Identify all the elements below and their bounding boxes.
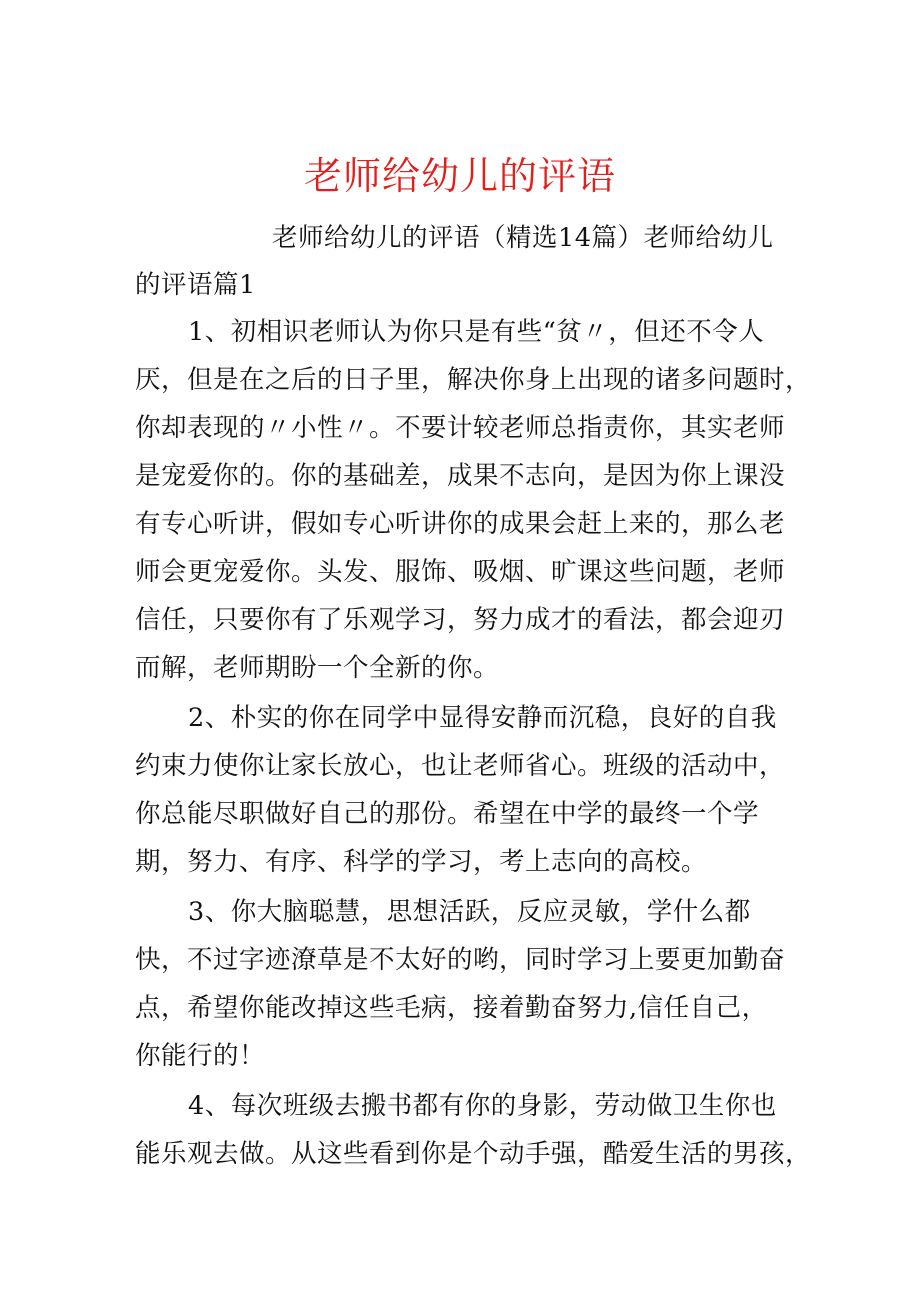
paragraph-line: 你能行的！ [135, 1041, 266, 1071]
paragraph-line: 1、初相识老师认为你只是有些“贫〃，但还不令人 [188, 317, 765, 347]
paragraph-line: 你总能尽职做好自己的那份。希望在中学的最终一个学 [135, 799, 760, 829]
paragraph-line: 快，不过字迹潦草是不太好的哟，同时学习上要更加勤奋 [135, 945, 786, 975]
paragraph-line: 有专心听讲，假如专心听讲你的成果会赶上来的，那么老 [135, 509, 786, 539]
paragraph-line: 你却表现的〃小性〃。不要计较老师总指责你，其实老师 [135, 413, 786, 443]
document-title: 老师给幼儿的评语 [303, 154, 616, 198]
paragraph-line: 2、朴实的你在同学中显得安静而沉稳，良好的自我 [188, 703, 777, 733]
paragraph-line: 师会更宠爱你。头发、服饰、吸烟、旷课这些问题，老师 [135, 557, 786, 587]
paragraph-line: 是宠爱你的。你的基础差，成果不志向，是因为你上课没 [135, 461, 786, 491]
subtitle-line: 的评语篇1 [135, 270, 256, 300]
paragraph-line: 4、每次班级去搬书都有你的身影，劳动做卫生你也 [188, 1091, 777, 1121]
paragraph-line: 约束力使你让家长放心，也让老师省心。班级的活动中， [135, 751, 786, 781]
paragraph-line: 厌，但是在之后的日子里，解决你身上出现的诸多问题时， [135, 365, 812, 395]
paragraph-line: 而解，老师期盼一个全新的你。 [135, 653, 500, 683]
subtitle-line: 老师给幼儿的评语（精选14篇）老师给幼儿 [272, 223, 774, 253]
paragraph-line: 信任，只要你有了乐观学习，努力成才的看法，都会迎刃 [135, 605, 786, 635]
paragraph-line: 期，努力、有序、科学的学习，考上志向的高校。 [135, 847, 708, 877]
paragraph-line: 能乐观去做。从这些看到你是个动手强，酷爱生活的男孩， [135, 1139, 812, 1169]
paragraph-line: 3、你大脑聪慧，思想活跃，反应灵敏，学什么都 [188, 897, 751, 927]
paragraph-line: 点，希望你能改掉这些毛病，接着勤奋努力,信任自己， [135, 993, 768, 1023]
